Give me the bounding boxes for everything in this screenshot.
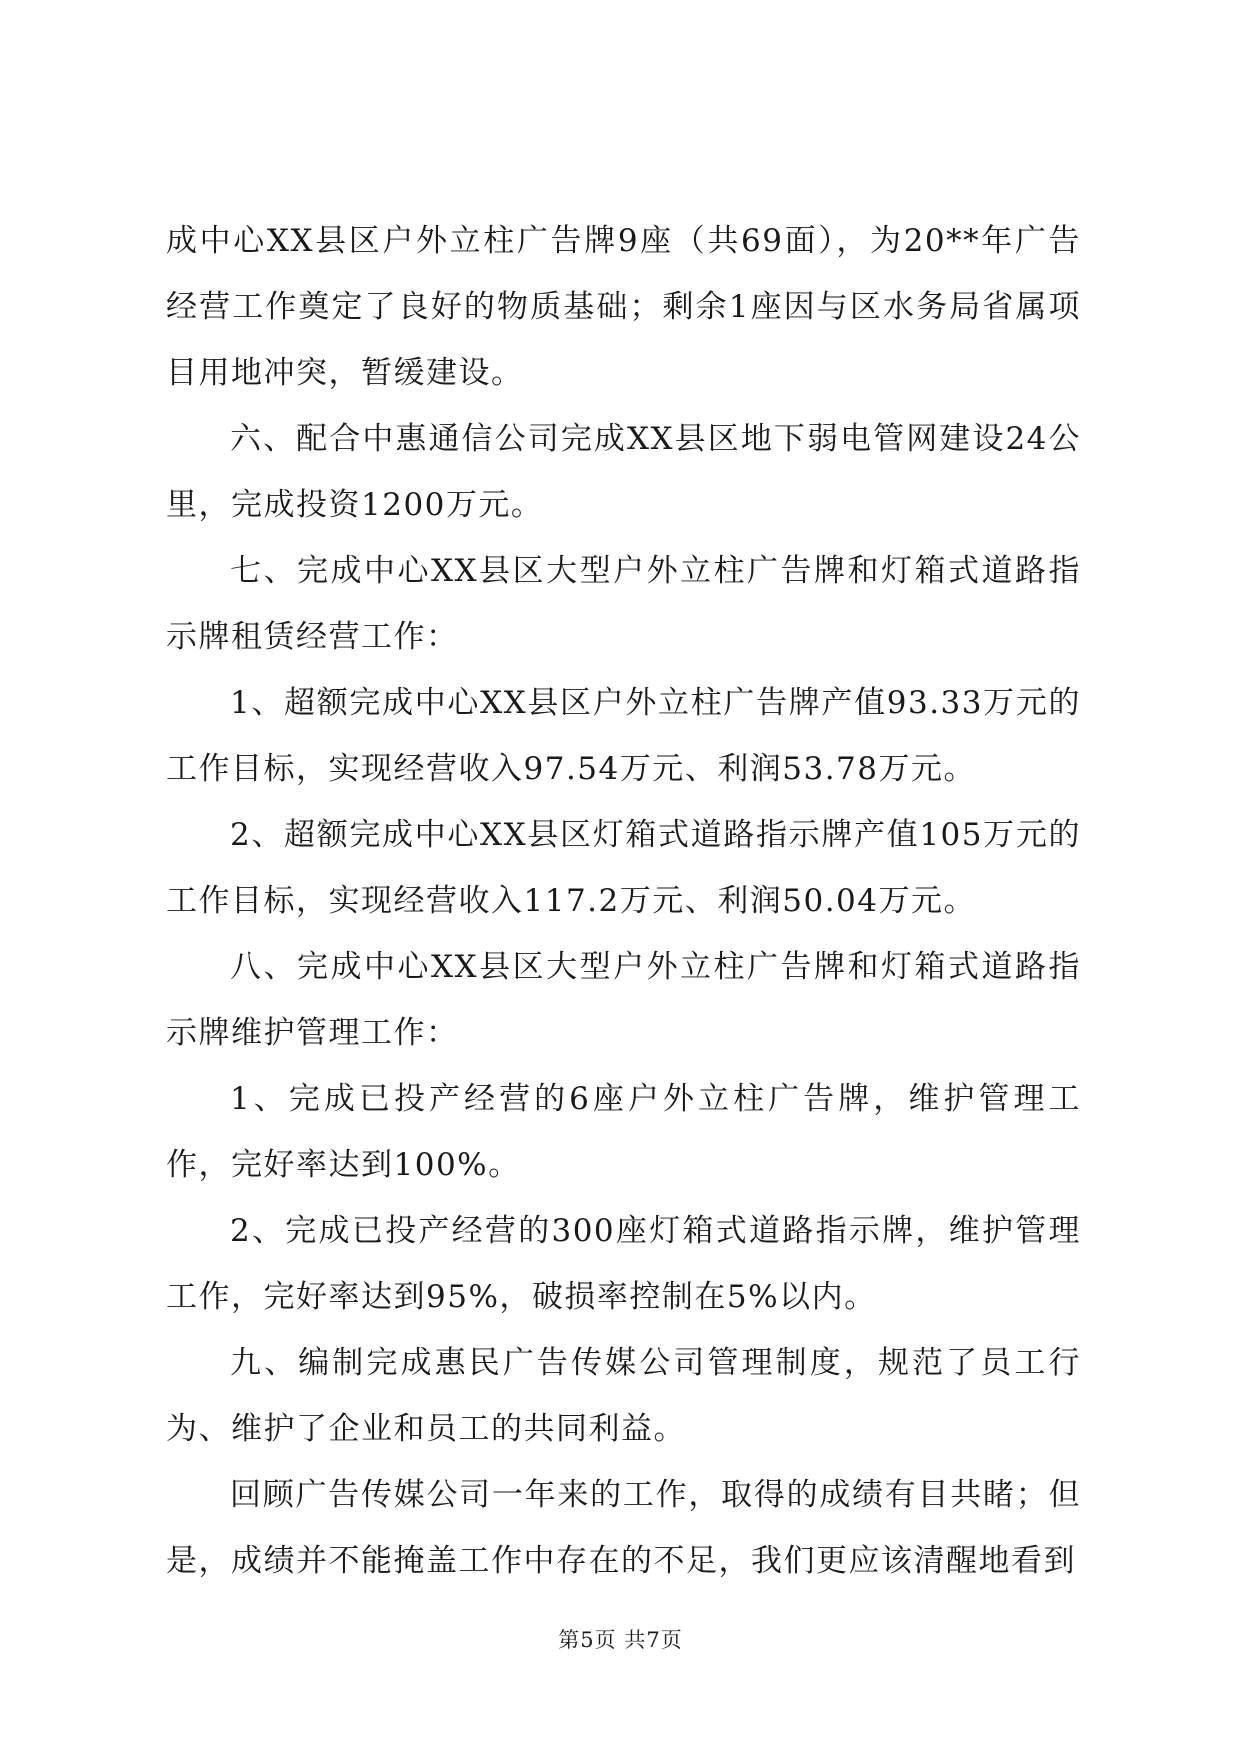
paragraph-item-6: 六、配合中惠通信公司完成XX县区地下弱电管网建设24公里，完成投资1200万元。 bbox=[166, 421, 1081, 523]
paragraph-continuation: 成中心XX县区户外立柱广告牌9座（共69面），为20**年广告经营工作奠定了良好的物质基础；剩余1座因与区水务局省属项目用地冲突，暂缓建设。 bbox=[166, 223, 1081, 391]
paragraph-review: 回顾广告传媒公司一年来的工作，取得的成绩有目共睹；但是，成绩并不能掩盖工作中存在的不足，我们更应该清醒地看到 bbox=[166, 1477, 1081, 1579]
paragraph-item-8: 八、完成中心XX县区大型户外立柱广告牌和灯箱式道路指示牌维护管理工作： bbox=[166, 949, 1081, 1051]
paragraph-item-7-2: 2、超额完成中心XX县区灯箱式道路指示牌产值105万元的工作目标，实现经营收入117.2万元、利润50.04万元。 bbox=[166, 817, 1081, 919]
paragraph-item-8-2: 2、完成已投产经营的300座灯箱式道路指示牌，维护管理工作，完好率达到95%，破损率控制在5%以内。 bbox=[166, 1213, 1081, 1315]
document-body bbox=[166, 208, 1081, 1594]
paragraph-item-7: 七、完成中心XX县区大型户外立柱广告牌和灯箱式道路指示牌租赁经营工作： bbox=[166, 553, 1081, 655]
paragraph-item-8-1: 1、完成已投产经营的6座户外立柱广告牌，维护管理工作，完好率达到100%。 bbox=[166, 1081, 1081, 1183]
paragraph-item-7-1: 1、超额完成中心XX县区户外立柱广告牌产值93.33万元的工作目标，实现经营收入97.54万元、利润53.78万元。 bbox=[166, 685, 1081, 787]
paragraph-item-9: 九、编制完成惠民广告传媒公司管理制度，规范了员工行为、维护了企业和员工的共同利益。 bbox=[166, 1345, 1081, 1447]
page-number-footer: 第5页 共7页 bbox=[558, 1628, 683, 1652]
